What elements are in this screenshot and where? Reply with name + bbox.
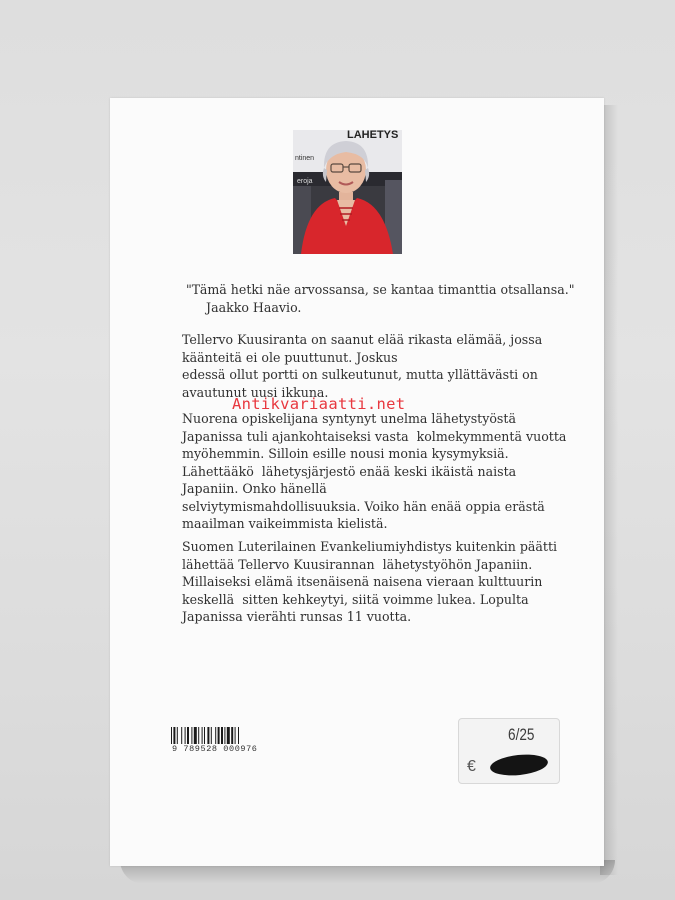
price-code: 6/25 <box>508 725 535 744</box>
paragraph-line: lähettää Tellervo Kuusirannan lähetystyöhön Japaniin. <box>182 556 533 572</box>
paragraph-line: edessä ollut portti on sulkeutunut, mutta yllättävästi on <box>182 367 538 382</box>
barcode-bar <box>198 727 199 745</box>
quote-line: "Tämä hetki näe arvossansa, se kantaa timanttia otsallansa." <box>186 282 575 297</box>
barcode-bar <box>231 727 233 745</box>
blurb-paragraph-1 <box>182 331 582 401</box>
paragraph-line: Tellervo Kuusiranta on saanut elää rikasta elämää, jossa <box>182 332 543 347</box>
paragraph-line: Japanissa vierähti runsas 11 vuotta. <box>182 609 412 624</box>
quote-attribution: Jaakko Haavio. <box>186 299 302 315</box>
barcode-bar <box>191 727 192 745</box>
barcode-bar <box>211 727 212 745</box>
author-photo <box>293 130 402 254</box>
barcode-bar <box>181 727 182 745</box>
currency-symbol: € <box>467 758 476 775</box>
paragraph-line: Japanissa tuli ajankohtaiseksi vasta kolmekymmentä vuotta <box>182 428 567 444</box>
paragraph-line: Lähettääkö lähetysjärjestö enää keski ikäistä naista <box>182 463 517 479</box>
photo-sign-text: LÄHETYS <box>347 130 399 141</box>
isbn-number: 9 789528 000976 <box>172 744 258 754</box>
book-back-cover <box>110 98 604 866</box>
barcode-bar <box>224 727 225 745</box>
barcode-bar <box>238 727 239 745</box>
barcode-bar <box>171 727 172 745</box>
paragraph-line: avautunut uusi ikkuna. <box>182 384 329 400</box>
barcode-bar <box>202 727 203 745</box>
barcode-bar <box>218 727 220 745</box>
barcode-bar <box>215 727 216 745</box>
paragraph-line: Suomen Luterilainen Evankeliumiyhdistys kuitenkin päätti <box>182 539 558 554</box>
barcode-bar <box>235 727 236 745</box>
paragraph-line: Nuorena opiskelijana syntynyt unelma lähetystyöstä <box>182 411 516 426</box>
svg-text:eroja: eroja <box>297 178 313 185</box>
barcode-bar <box>177 727 178 745</box>
paragraph-line: maailman vaikeimmista kielistä. <box>182 516 388 531</box>
barcode-bar <box>173 727 175 745</box>
paragraph-line: Millaiseksi elämä itsenäisenä naisena vieraan kulttuurin <box>182 574 543 589</box>
barcode-bar <box>194 727 197 745</box>
svg-text:ntinen: ntinen <box>295 155 315 162</box>
barcode-bar <box>207 727 209 745</box>
blurb-paragraph-3 <box>182 538 582 626</box>
paragraph-line: Japaniin. Onko hänellä <box>182 481 327 496</box>
epigraph-quote <box>186 281 586 316</box>
watermark-text: Antikvariaatti.net <box>232 395 406 413</box>
barcode-bar <box>227 727 230 745</box>
barcode-bar <box>187 727 189 745</box>
paragraph-line: myöhemmin. Silloin esille nousi monia kysymyksiä. <box>182 446 509 461</box>
paragraph-line: käänteitä ei ole puuttunut. Joskus <box>182 349 398 365</box>
blurb-paragraph-2 <box>182 410 582 533</box>
paragraph-line: keskellä sitten kehkeytyi, siitä voimme lukea. Lopulta <box>182 591 529 607</box>
barcode-bar <box>204 727 205 745</box>
barcode-bar <box>221 727 223 745</box>
paragraph-line: selviytymismahdollisuuksia. Voiko hän enää oppia erästä <box>182 498 545 514</box>
barcode-bar <box>185 727 186 745</box>
